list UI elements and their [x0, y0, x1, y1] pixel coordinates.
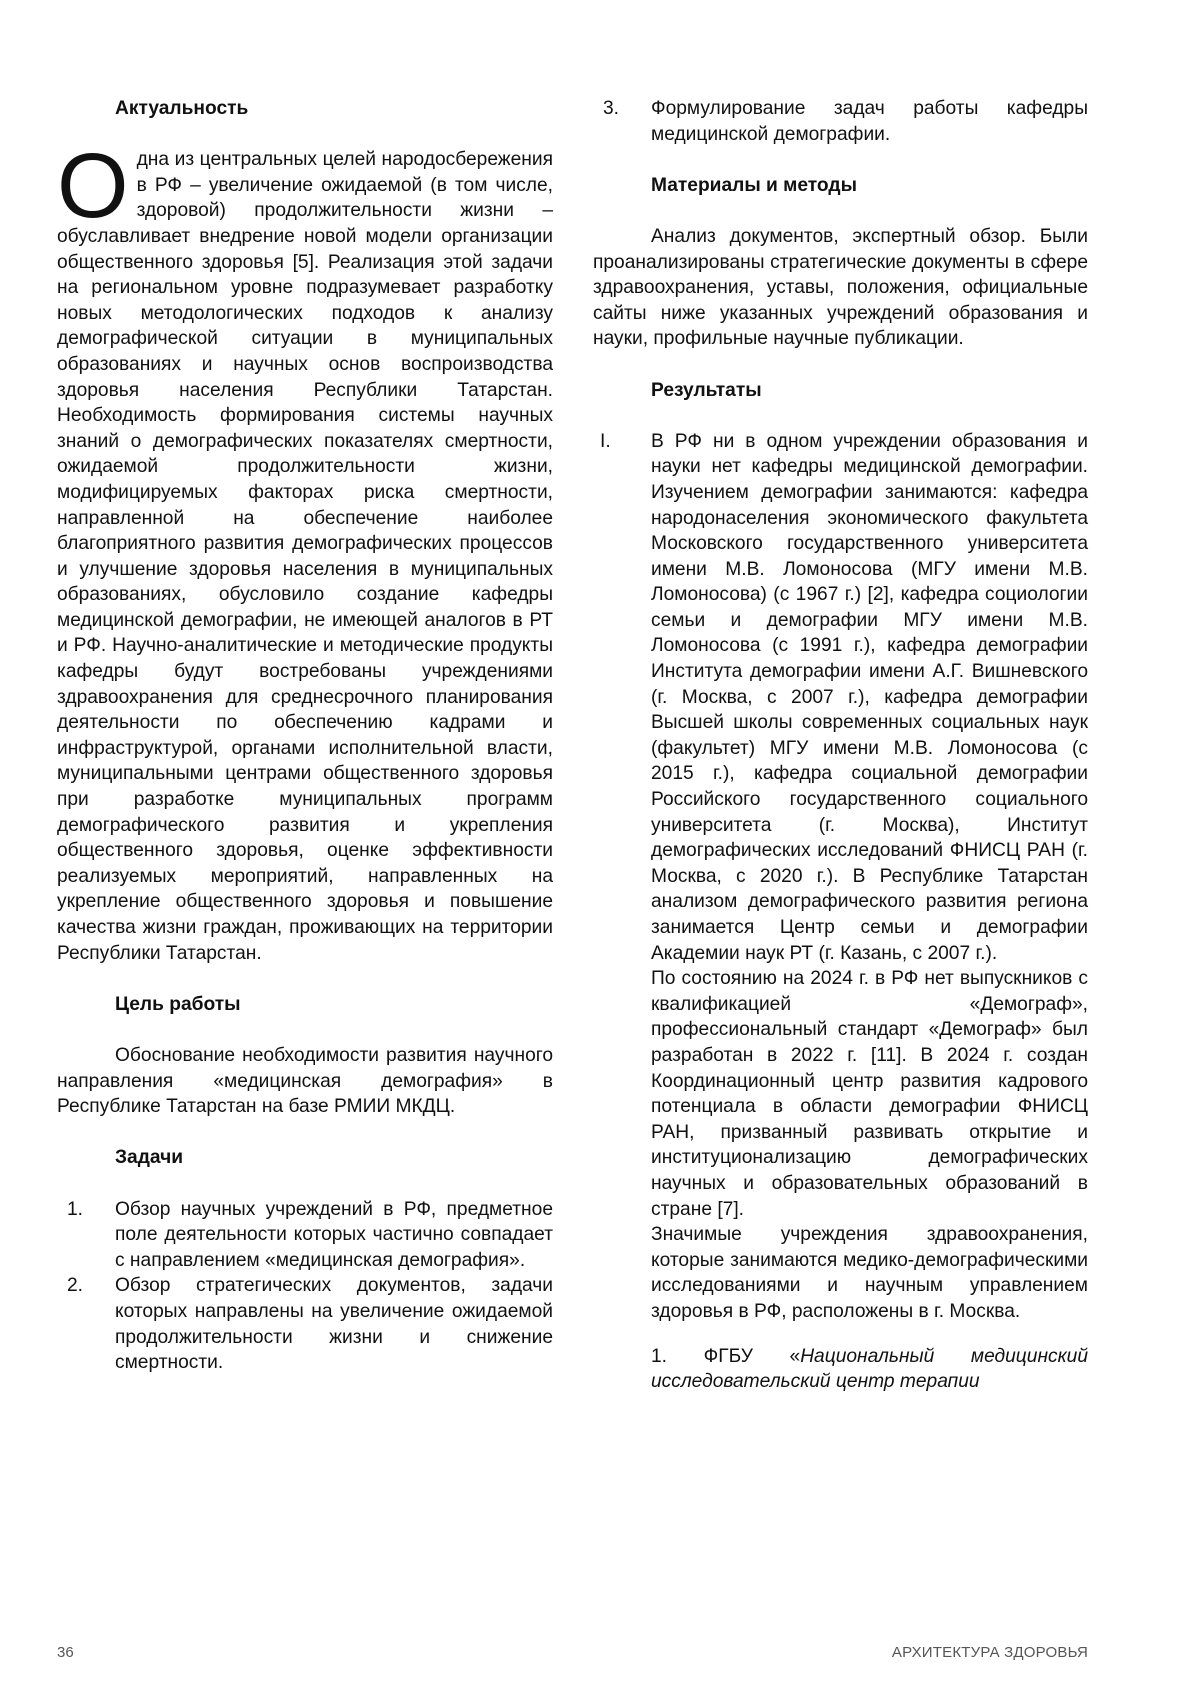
results-paragraph-3: Значимые учреждения здравоохранения, которые занимаются медико-демографическими исследованиями и научным управлением здоровья в РФ, расположены в г. Москва. [651, 1224, 1088, 1322]
list-item-text: Обзор научных учреждений в РФ, предметное поле деятельности которых частично совпадает с направлением «медицинская демография». [115, 1198, 553, 1271]
right-column [593, 96, 1088, 1414]
tasks-list-continued [593, 96, 1088, 147]
list-item-number: 3. [603, 98, 620, 119]
results-item [593, 429, 1088, 1395]
methods-paragraph: Анализ документов, экспертный обзор. Были проанализированы стратегические документы в сфере здравоохранения, уставы, положения, официальные сайты ниже указанных учреждений образования и науки, профильные научные публикации. [593, 225, 1088, 350]
drop-cap: О [57, 135, 129, 238]
page-number: 36 [57, 1644, 74, 1661]
methods-heading: Материалы и методы [651, 174, 857, 196]
list-item [57, 1197, 553, 1274]
institution-name: Национальный медицинский исследовательский центр терапии [651, 1345, 1089, 1393]
list-item [593, 96, 1088, 147]
results-paragraph-2: По состоянию на 2024 г. в РФ нет выпускников с квалификацией «Демограф», профессиональный стандарт «Демограф» был разработан в 2022 г. [11]. В 2024 г. создан Координационный центр развития кадрового потенциала в области демографии ФНИСЦ РАН, призванный развивать открытие и институционализацию демографических научных и образовательных образований в стране [7]. [651, 968, 1088, 1220]
list-item-text: Формулирование задач работы кафедры медицинской демографии. [651, 98, 1088, 145]
left-column [57, 96, 553, 1376]
journal-title: АРХИТЕКТУРА ЗДОРОВЬЯ [891, 1644, 1088, 1661]
tasks-heading: Задачи [115, 1147, 183, 1169]
goal-heading: Цель работы [115, 993, 241, 1015]
list-item [57, 1273, 553, 1375]
institution-item [651, 1344, 1088, 1395]
relevance-text: дна из центральных целей народосбережения в РФ – увеличение ожидаемой (в том числе, здоровой) продолжительности жизни – обуславливает внедрение новой модели организации общественного здоровья [5]. Реализация этой задачи на региональном уровне подразумевает разработку новых методологических подходов к анализу демографической ситуации в муниципальных образованиях и научных основ воспроизводства здоровья населения Республики Татарстан. Необходимость формирования системы научных знаний о демографических показателях смертности, ожидаемой продолжительности жизни, модифицируемых факторах риска смертности, направленной на обеспечение наиболее благоприятного развития демографических процессов и улучшение здоровья населения в муниципальных образованиях, обусловило создание кафедры медицинской демографии, не имеющей аналогов в РТ и РФ. Научно-аналитические и методические продукты кафедры будут востребованы учреждениями здравоохранения для среднесрочного планирования деятельности по обеспечению кадрами и инфраструктурой, органами исполнительной власти, муниципальными центрами общественного здоровья при разработке муниципальных программ демографического развития и укрепления общественного здоровья, оценке эффективности реализуемых мероприятий, направленных на укрепление общественного здоровья и повышение качества жизни граждан, проживающих на территории Республики Татарстан. [57, 149, 553, 964]
list-item-text: Обзор стратегических документов, задачи которых направлены на увеличение ожидаемой продолжительности жизни и снижение смертности. [115, 1275, 553, 1374]
results-item-number: I. [600, 430, 611, 452]
list-item-number: 2. [67, 1275, 84, 1297]
institution-prefix: 1. ФГБУ « [651, 1345, 801, 1367]
tasks-list [57, 1197, 553, 1376]
list-item-number: 1. [67, 1198, 84, 1220]
relevance-heading: Актуальность [115, 98, 249, 119]
results-paragraph-1: В РФ ни в одном учреждении образования и науки нет кафедры медицинской демографии. Изучением демографии занимаются: кафедра народонаселения экономического факультета Московского государственного университета имени М.В. Ломоносова (МГУ имени М.В. Ломоносова) (с 1967 г.) [2], кафедра социологии семьи и демографии МГУ имени М.В. Ломоносова (с 1991 г.), кафедра демографии Института демографии имени А.Г. Вишневского (г. Москва, с 2007 г.), кафедра демографии Высшей школы современных социальных наук (факультет) МГУ имени М.В. Ломоносова (с 2015 г.), кафедра социальной демографии Российского государственного социального университета (г. Москва), Институт демографических исследований ФНИСЦ РАН (г. Москва, с 2020 г.). В Республике Татарстан анализом демографического развития региона занимается Центр семьи и демографии Академии наук РТ (г. Казань, с 2007 г.). [651, 430, 1088, 964]
relevance-paragraph [57, 135, 553, 966]
results-heading: Результаты [651, 379, 762, 401]
goal-paragraph: Обоснование необходимости развития научного направления «медицинская демография» в Республике Татарстан на базе РМИИ МКДЦ. [57, 1044, 553, 1118]
